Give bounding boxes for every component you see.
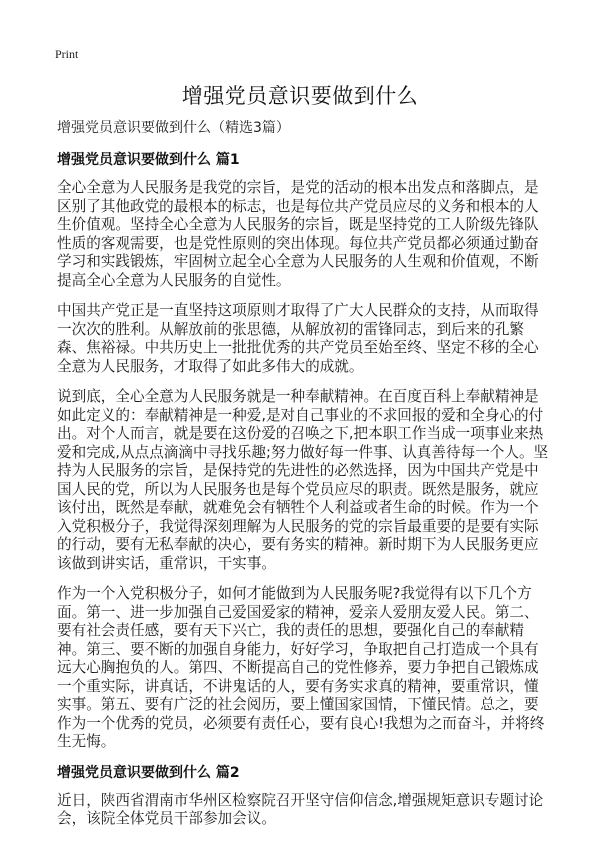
paragraph: 说到底，全心全意为人民服务就是一种奉献精神。在百度百科上奉献精神是如此定义的：奉献精神是一种爱,是对自己事业的不求回报的爱和全身心的付出。对个人而言，就是要在这份爱的召唤之下,把本职工作当成一项事业来热爱和完成,从点点滴滴中寻找乐趣;努力做好每一件事、认真善待每一个人。坚持为人民服务的宗旨，是保持党的先进性的必然选择，因为中国共产党是中国人民的党，所以为人民服务也是每个党员应尽的职责。既然是服务，就应该付出，既然是奉献，就难免会有牺牲个人利益或者生命的时候。作为一个入党积极分子，我觉得深刻理解为人民服务的党的宗旨最重要的是要有实际的行动，要有无私奉献的决心，要有务实的精神。新时期下为人民服务更应该做到讲实话，重常识，干实事。 — [57, 388, 549, 572]
section-2 — [57, 764, 549, 829]
section-1 — [57, 151, 549, 752]
section-heading: 增强党员意识要做到什么 篇2 — [57, 764, 240, 781]
document-subtitle: 增强党员意识要做到什么（精选3篇） — [57, 120, 290, 136]
document-body — [57, 119, 549, 841]
paragraph: 作为一个入党积极分子，如何才能做到为人民服务呢?我觉得有以下几个方面。第一、进一步加强自己爱国爱家的精神，爱亲人爱朋友爱人民。第二、要有社会责任感，要有天下兴亡，我的责任的思想，要强化自己的奉献精神。第三、要不断的加强自身能力，好好学习，争取把自己打造成一个具有远大心胸抱负的人。第四、不断提高自己的党性修养，要力争把自己锻炼成一个重实际，讲真话，不讲鬼话的人，要有务实求真的精神，要重常识，懂实事。第五、要有广泛的社会阅历，要上懂国家国情，下懂民情。总之，要作为一个优秀的党员，必须要有责任心，要有良心!我想为之而奋斗，并将终生无悔。 — [57, 585, 545, 750]
paragraph: 近日，陕西省渭南市华州区检察院召开坚守信仰信念,增强规矩意识专题讨论会，该院全体党员干部参加会议。 — [57, 791, 544, 827]
section-heading: 增强党员意识要做到什么 篇1 — [57, 152, 240, 168]
print-label: Print — [55, 47, 79, 61]
document-title: 增强党员意识要做到什么 — [181, 84, 419, 108]
paragraph: 中国共产党正是一直坚持这项原则才取得了广大人民群众的支持，从而取得一次次的胜利。从解放前的张思德，从解放初的雷锋同志，到后来的孔繁森、焦裕禄。中共历史上一批批优秀的共产党员至始至终、坚定不移的全心全意为人民服务，才取得了如此多伟大的成就。 — [57, 302, 539, 375]
paragraph: 全心全意为人民服务是我党的宗旨，是党的活动的根本出发点和落脚点，是区别了其他政党的最根本的标志，也是每位共产党员应尽的义务和根本的人生价值观。坚持全心全意为人民服务的宗旨，既是坚持党的工人阶级先锋队性质的客观需要，也是党性原则的突出体现。每位共产党员都必须通过勤奋学习和实践锻炼，牢固树立起全心全意为人民服务的人生观和价值观，不断提高全心全意为人民服务的自觉性。 — [57, 179, 539, 289]
